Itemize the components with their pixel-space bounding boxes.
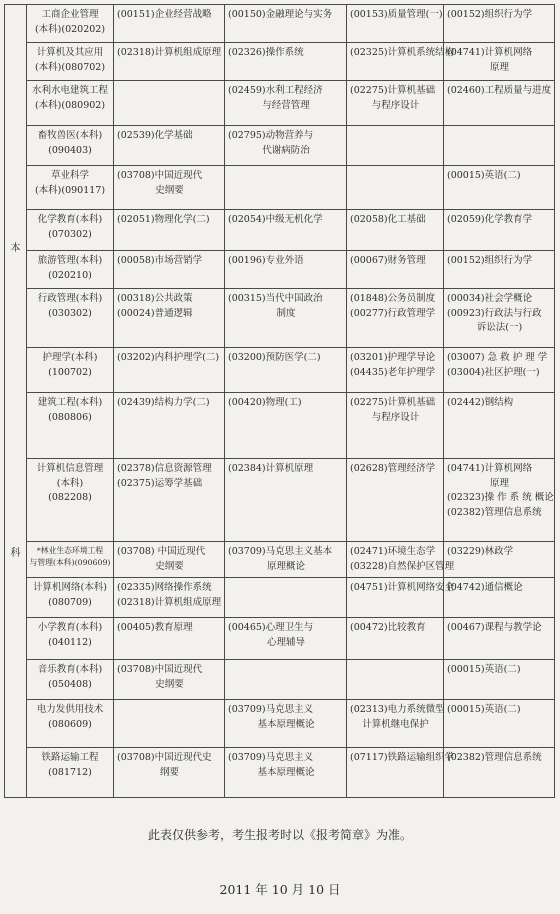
course-line: (00196)专业外语 [228, 255, 304, 266]
course-line: 制度 [276, 307, 296, 319]
course-cell [225, 542, 347, 578]
course-cell [347, 542, 455, 578]
course-cell [347, 5, 444, 43]
course-line: (02058)化工基础 [350, 214, 426, 225]
course-line: (03709)马克思主义 [228, 752, 314, 763]
course-cell [347, 251, 444, 289]
major-line: 计算机网络(本科) [33, 582, 107, 593]
course-cell [444, 542, 555, 578]
course-line: (03200)预防医学(二) [228, 352, 321, 363]
course-cell [114, 81, 225, 126]
course-line: (02059)化学教育学 [447, 214, 533, 225]
table-row [5, 251, 555, 289]
major-cell [27, 393, 114, 459]
major-cell [27, 81, 114, 126]
table-row [5, 700, 555, 748]
course-cell [114, 700, 225, 748]
major-line: (本科)(080702) [34, 61, 106, 73]
course-line: (02460)工程质量与进度 [447, 85, 552, 96]
course-line: (00150)金融理论与实务 [228, 9, 333, 20]
major-line: (090403) [48, 144, 92, 156]
course-line: (02326)操作系统 [228, 47, 304, 58]
course-line: (04751)计算机网络安全 [350, 582, 455, 593]
major-cell [27, 43, 114, 81]
course-line: 史纲要 [155, 560, 184, 572]
course-line: (00315)当代中国政治 [228, 293, 323, 304]
course-cell [347, 210, 444, 251]
course-cell [225, 5, 347, 43]
course-line: (01848)公务员制度 [350, 293, 436, 304]
major-line: 工商企业管理 [41, 9, 99, 20]
major-cell [27, 618, 114, 660]
course-cell [347, 126, 444, 166]
major-line: 旅游管理(本科) [37, 255, 103, 266]
major-line: 计算机及其应用 [36, 47, 104, 58]
course-line: 计算机继电保护 [362, 718, 429, 730]
course-line: (02335)网络操作系统 [117, 582, 212, 593]
course-table [4, 4, 555, 798]
course-cell [225, 251, 347, 289]
course-table-body [5, 5, 555, 798]
course-cell [347, 618, 444, 660]
major-cell [27, 5, 114, 43]
course-cell [114, 126, 225, 166]
course-line: (03708) 中国近现代 [117, 546, 206, 557]
course-cell [114, 166, 225, 210]
course-cell [225, 618, 347, 660]
course-line: 心理辅导 [266, 636, 305, 648]
course-cell [444, 81, 555, 126]
table-row [5, 43, 555, 81]
table-row [5, 459, 555, 542]
course-cell [444, 748, 555, 798]
course-line: (02318)计算机组成原理 [117, 47, 222, 58]
course-cell [347, 393, 444, 459]
course-line: (03007) 急 救 护 理 学 [447, 352, 548, 363]
course-line: (04742)通信概论 [447, 582, 523, 593]
course-line: 与程序设计 [371, 99, 420, 111]
course-cell [225, 700, 347, 748]
major-line: (082208) [48, 492, 92, 504]
course-line: (02275)计算机基础 [350, 85, 436, 96]
major-line: 音乐教育(本科) [37, 664, 103, 675]
course-line: (00058)市场营销学 [117, 255, 203, 266]
course-line: (02471)环境生态学 [350, 546, 436, 557]
table-row [5, 660, 555, 700]
course-cell [347, 43, 455, 81]
course-cell [444, 126, 555, 166]
course-line: 诉讼法(一) [476, 322, 523, 334]
course-cell [225, 748, 347, 798]
course-cell [444, 393, 555, 459]
major-cell [27, 542, 114, 578]
major-line: 护理学(本科) [42, 352, 98, 363]
course-line: (00467)课程与教学论 [447, 622, 542, 633]
course-cell [444, 660, 555, 700]
course-line: (03709)马克思主义 [228, 704, 314, 715]
table-row [5, 166, 555, 210]
course-line: (00015)英语(二) [447, 170, 521, 181]
course-line: (02539)化学基础 [117, 130, 193, 141]
major-line: (本科)(090117) [34, 184, 106, 196]
course-line: 纲要 [159, 766, 179, 778]
course-line: (00472)比较教育 [350, 622, 426, 633]
course-line: (04741)计算机网络 [447, 463, 533, 474]
course-line: (02275)计算机基础 [350, 397, 436, 408]
course-line: (00420)物理(工) [228, 397, 302, 408]
course-line: (04435)老年护理学 [350, 366, 436, 378]
course-cell [225, 660, 347, 700]
course-line: (00151)企业经营战略 [117, 9, 212, 20]
course-line: (03201)护理学导论 [350, 352, 436, 363]
course-line: (03708)中国近现代 [117, 170, 203, 181]
course-line: (00034)社会学概论 [447, 293, 533, 304]
course-cell [114, 660, 225, 700]
course-cell [225, 348, 347, 393]
major-line: 畜牧兽医(本科) [37, 130, 103, 141]
course-cell [225, 43, 347, 81]
category-char: 科 [10, 548, 21, 559]
course-cell [444, 700, 555, 748]
table-row [5, 748, 555, 798]
course-cell [347, 459, 444, 542]
course-line: (02439)结构力学(二) [117, 397, 210, 408]
course-line: (00153)质量管理(一) [350, 9, 443, 20]
major-line: (本科)(020202) [34, 23, 106, 35]
course-cell [444, 348, 555, 393]
course-line: 史纲要 [155, 184, 184, 196]
course-cell [114, 5, 225, 43]
course-cell [444, 43, 555, 81]
course-line: (04741)计算机网络 [447, 47, 533, 58]
course-line: (02382)管理信息系统 [447, 752, 542, 763]
major-cell [27, 459, 114, 542]
major-line: 电力发供用技术 [36, 704, 104, 715]
major-cell [27, 289, 114, 348]
course-line: (03229)林政学 [447, 546, 514, 557]
major-line: (本科)(080902) [34, 99, 106, 111]
course-cell [225, 166, 347, 210]
course-line: 与经营管理 [262, 99, 310, 111]
course-line: (02375)运筹学基础 [117, 477, 203, 489]
course-cell [347, 289, 444, 348]
major-line: 建筑工程(本科) [37, 397, 103, 408]
course-line: (02795)动物营养与 [228, 130, 314, 141]
course-cell [347, 81, 444, 126]
major-line: 行政管理(本科) [37, 293, 103, 304]
major-cell [27, 348, 114, 393]
category-cell [5, 5, 27, 798]
course-line: (03709)马克思主义基本 [228, 546, 333, 557]
table-row [5, 348, 555, 393]
course-cell [225, 578, 347, 618]
major-line: (070302) [48, 228, 92, 240]
table-row [5, 5, 555, 43]
course-line: 原理 [489, 61, 509, 73]
course-line: (02442)钢结构 [447, 397, 514, 408]
course-cell [444, 459, 555, 542]
course-line: (00067)财务管理 [350, 255, 426, 266]
course-cell [225, 459, 347, 542]
course-cell [114, 618, 225, 660]
major-line: (本科) [56, 477, 84, 489]
course-line: (02628)管理经济学 [350, 463, 436, 474]
course-line: (00152)组织行为学 [447, 9, 533, 20]
course-cell [114, 748, 225, 798]
major-cell [27, 660, 114, 700]
course-line: (00277)行政管理学 [350, 307, 436, 319]
course-line: (02051)物理化学(二) [117, 214, 210, 225]
course-line: (02384)计算机原理 [228, 463, 314, 474]
course-line: 史纲要 [155, 678, 184, 690]
course-line: (02313)电力系统微型 [350, 704, 445, 715]
course-cell [444, 166, 555, 210]
major-line: 铁路运输工程 [41, 752, 99, 763]
course-line: (02382)管理信息系统 [447, 507, 542, 519]
major-cell [27, 126, 114, 166]
major-line: 草业科学 [50, 170, 89, 181]
category-char: 本 [10, 242, 21, 254]
table-row [5, 393, 555, 459]
major-line: 化学教育(本科) [37, 214, 103, 225]
course-cell [225, 126, 347, 166]
course-cell [114, 578, 225, 618]
major-line: (030302) [48, 307, 92, 319]
date-stamp: 2011 年 10 月 10 日 [219, 882, 341, 897]
major-line: (080609) [48, 718, 92, 730]
major-line: 水利水电建筑工程 [31, 85, 108, 96]
course-cell [444, 251, 555, 289]
course-cell [225, 289, 347, 348]
course-line: (00923)行政法与行政 [447, 307, 542, 319]
course-cell [444, 618, 555, 660]
course-cell [347, 166, 444, 210]
course-line: (00152)组织行为学 [447, 255, 533, 266]
table-row [5, 289, 555, 348]
major-line: (040112) [48, 636, 92, 648]
course-cell [444, 5, 555, 43]
course-line: (02054)中级无机化学 [228, 214, 323, 225]
course-line: (03708)中国近现代史 [117, 752, 212, 763]
course-cell [444, 578, 555, 618]
table-row [5, 126, 555, 166]
course-cell [114, 393, 225, 459]
major-line: (081712) [48, 766, 92, 778]
course-line: 原理 [489, 477, 509, 489]
course-cell [225, 81, 347, 126]
course-line: (02325)计算机系统结构 [350, 47, 455, 58]
course-line: (00015)英语(二) [447, 664, 521, 675]
major-line: *林业生态环境工程 [36, 546, 104, 555]
course-cell [114, 210, 225, 251]
table-row [5, 81, 555, 126]
major-line: 与管理(本科)(090609) [29, 558, 111, 568]
major-cell [27, 578, 114, 618]
course-cell [347, 348, 444, 393]
course-line: (07117)铁路运输组织学 [350, 752, 455, 763]
table-row [5, 542, 555, 578]
course-cell [114, 43, 225, 81]
course-line: (00015)英语(二) [447, 704, 521, 715]
table-row [5, 210, 555, 251]
course-line: (02378)信息资源管理 [117, 463, 212, 474]
course-cell [347, 748, 455, 798]
major-line: 小学教育(本科) [37, 622, 103, 633]
major-cell [27, 210, 114, 251]
course-line: (00405)教育原理 [117, 622, 193, 633]
footnote: 此表仅供参考，考生报考时以《报考简章》为准。 [147, 828, 412, 842]
course-line: 基本原理概论 [257, 718, 315, 730]
course-line: 基本原理概论 [257, 766, 315, 778]
course-line: (00024)普通逻辑 [117, 307, 193, 319]
course-cell [114, 542, 225, 578]
major-cell [27, 700, 114, 748]
course-line: 原理概论 [266, 560, 305, 572]
course-cell [347, 578, 455, 618]
major-cell [27, 251, 114, 289]
major-line: (100702) [48, 366, 92, 378]
course-cell [347, 700, 444, 748]
course-line: 与程序设计 [371, 411, 420, 423]
course-line: (02459)水利工程经济 [228, 85, 323, 96]
major-cell [27, 166, 114, 210]
course-line: (00318)公共政策 [117, 293, 193, 304]
table-row [5, 578, 555, 618]
course-line: (02323)操 作 系 统 概论 [447, 492, 554, 504]
course-line: (03202)内科护理学(二) [117, 352, 220, 363]
course-cell [225, 210, 347, 251]
course-line: (00465)心理卫生与 [228, 622, 314, 633]
table-row [5, 618, 555, 660]
major-line: (050408) [48, 678, 92, 690]
course-cell [114, 459, 225, 542]
course-line: (03004)社区护理(一) [447, 366, 540, 378]
major-cell [27, 748, 114, 798]
course-cell [114, 289, 225, 348]
major-line: (080806) [48, 411, 92, 423]
course-cell [114, 348, 225, 393]
course-cell [444, 289, 555, 348]
course-cell [114, 251, 225, 289]
course-line: (03228)自然保护区管理 [350, 560, 455, 572]
course-line: (03708)中国近现代 [117, 664, 203, 675]
major-line: 计算机信息管理 [36, 463, 104, 474]
course-cell [347, 660, 444, 700]
major-line: (080709) [48, 596, 92, 608]
major-line: (020210) [48, 269, 92, 281]
course-cell [225, 393, 347, 459]
course-cell [444, 210, 555, 251]
course-line: 代谢病防治 [262, 144, 310, 156]
course-line: (02318)计算机组成原理 [117, 596, 222, 608]
